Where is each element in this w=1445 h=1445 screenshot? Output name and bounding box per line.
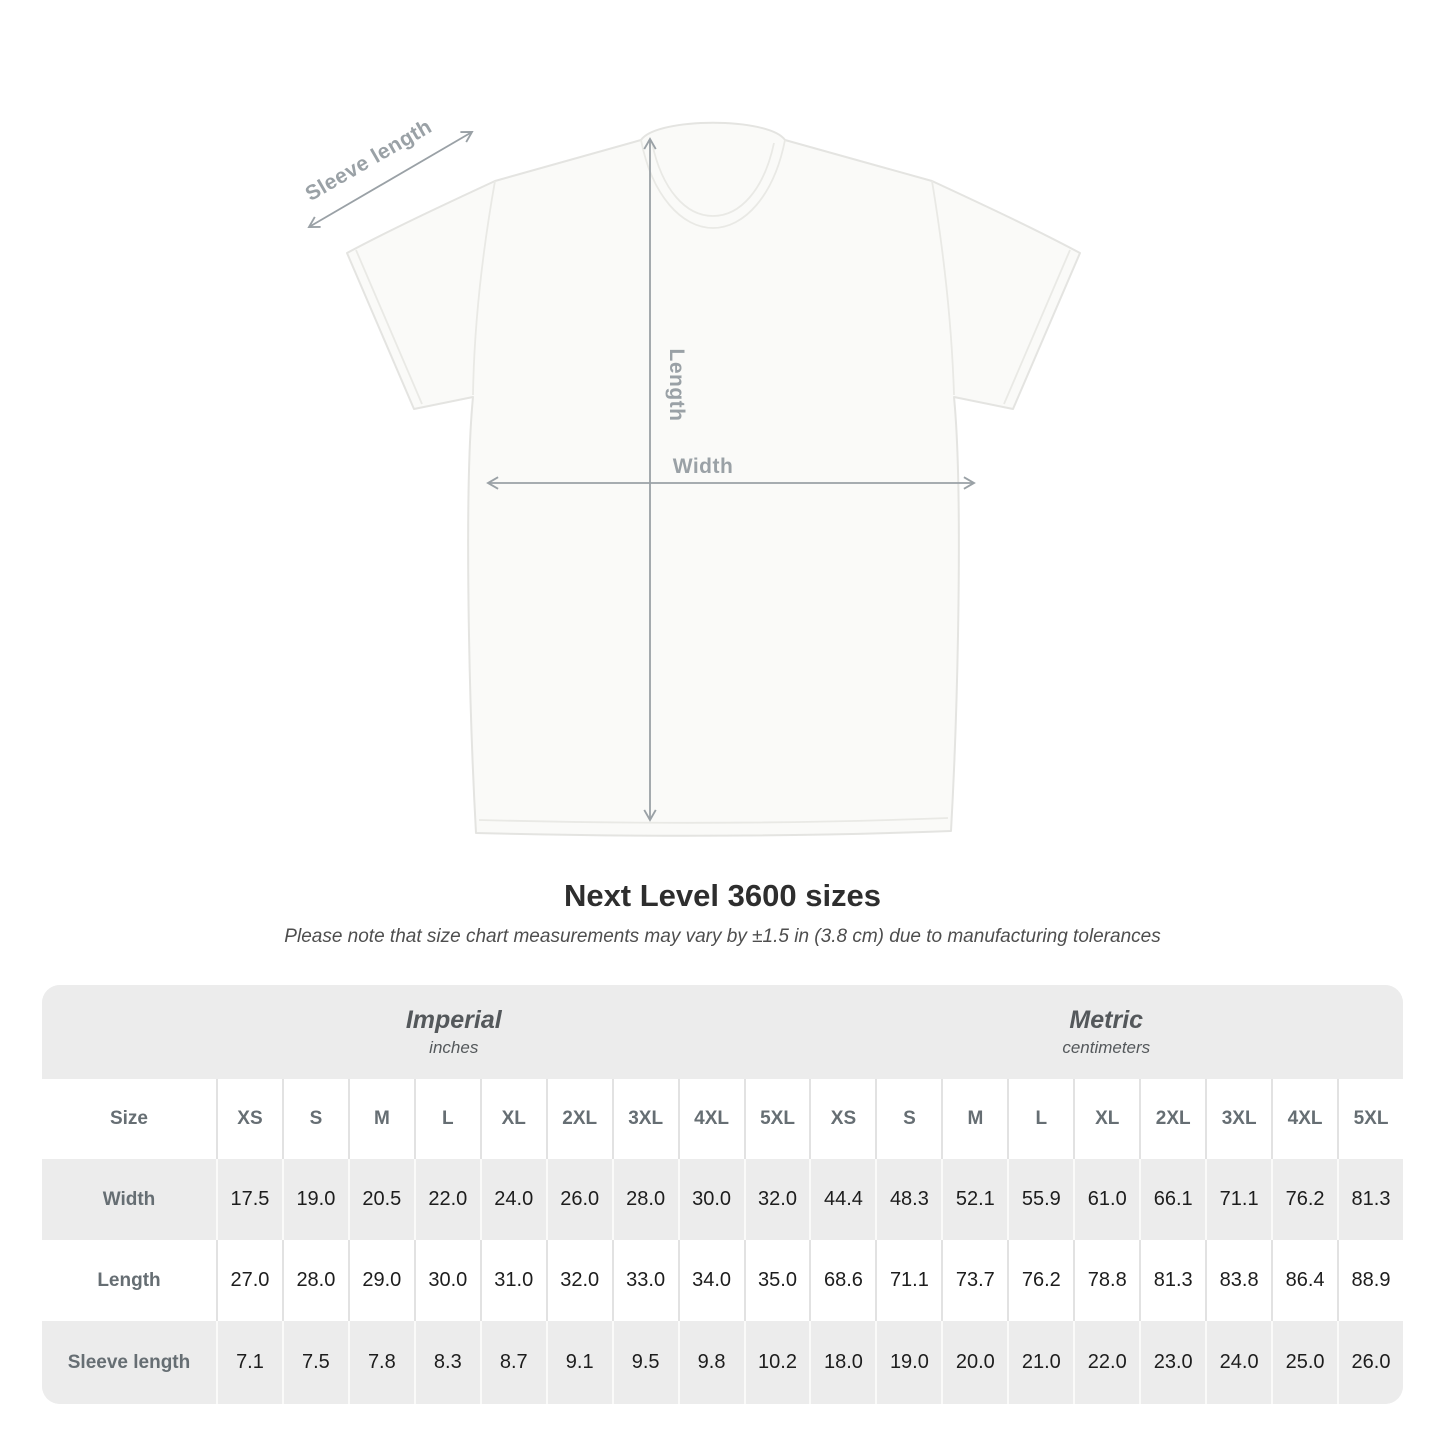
metric-value: 83.8 <box>1205 1240 1271 1321</box>
metric-header <box>810 985 1404 1079</box>
imperial-value: 9.5 <box>612 1321 678 1404</box>
metric-value: 86.4 <box>1271 1240 1337 1321</box>
imperial-value: 34.0 <box>678 1240 744 1321</box>
imperial-value: 27.0 <box>216 1240 282 1321</box>
imperial-value: 20.5 <box>348 1159 414 1240</box>
imperial-value: 8.7 <box>480 1321 546 1404</box>
metric-value: 23.0 <box>1139 1321 1205 1404</box>
imperial-value: 10.2 <box>744 1321 810 1404</box>
metric-value: 61.0 <box>1073 1159 1139 1240</box>
metric-value: 25.0 <box>1271 1321 1337 1404</box>
imperial-value: 9.1 <box>546 1321 612 1404</box>
metric-title: Metric <box>1069 1006 1144 1034</box>
page-title: Next Level 3600 sizes <box>563 878 882 913</box>
imperial-size-header-s: S <box>282 1079 348 1159</box>
imperial-size-header-m: M <box>348 1079 414 1159</box>
imperial-size-header-5xl: 5XL <box>744 1079 810 1159</box>
imperial-size-header-l: L <box>414 1079 480 1159</box>
imperial-size-header-xl: XL <box>480 1079 546 1159</box>
metric-size-header-xs: XS <box>809 1079 875 1159</box>
unit-system-header-row <box>42 985 1403 1079</box>
metric-value: 20.0 <box>941 1321 1007 1404</box>
size-column-header: Size <box>109 1108 149 1129</box>
imperial-value: 17.5 <box>216 1159 282 1240</box>
imperial-value: 33.0 <box>612 1240 678 1321</box>
metric-value: 81.3 <box>1337 1159 1403 1240</box>
imperial-title: Imperial <box>405 1006 502 1034</box>
size-header-row <box>42 1079 1403 1159</box>
metric-value: 78.8 <box>1073 1240 1139 1321</box>
imperial-value: 26.0 <box>546 1159 612 1240</box>
metric-value: 68.6 <box>809 1240 875 1321</box>
metric-value: 71.1 <box>1205 1159 1271 1240</box>
imperial-value: 35.0 <box>744 1240 810 1321</box>
metric-value: 76.2 <box>1007 1240 1073 1321</box>
imperial-size-header-2xl: 2XL <box>546 1079 612 1159</box>
imperial-size-header-xs: XS <box>216 1079 282 1159</box>
metric-value: 24.0 <box>1205 1321 1271 1404</box>
metric-size-header-4xl: 4XL <box>1271 1079 1337 1159</box>
sleeve-length-label: Sleeve length <box>301 114 436 206</box>
metric-value: 22.0 <box>1073 1321 1139 1404</box>
metric-size-header-l: L <box>1007 1079 1073 1159</box>
imperial-value: 28.0 <box>612 1159 678 1240</box>
metric-value: 21.0 <box>1007 1321 1073 1404</box>
metric-unit: centimeters <box>1062 1038 1151 1057</box>
imperial-value: 19.0 <box>282 1159 348 1240</box>
imperial-value: 7.5 <box>282 1321 348 1404</box>
metric-value: 26.0 <box>1337 1321 1403 1404</box>
metric-size-header-3xl: 3XL <box>1205 1079 1271 1159</box>
imperial-value: 7.1 <box>216 1321 282 1404</box>
row-label-sleeve-length: Sleeve length <box>67 1351 191 1373</box>
imperial-value: 7.8 <box>348 1321 414 1404</box>
metric-value: 44.4 <box>809 1159 875 1240</box>
metric-value: 55.9 <box>1007 1159 1073 1240</box>
imperial-value: 32.0 <box>744 1159 810 1240</box>
metric-value: 71.1 <box>875 1240 941 1321</box>
imperial-value: 24.0 <box>480 1159 546 1240</box>
metric-size-header-s: S <box>875 1079 941 1159</box>
measurement-row-width <box>42 1159 1403 1240</box>
metric-value: 48.3 <box>875 1159 941 1240</box>
tshirt-graphic <box>347 123 1080 836</box>
imperial-value: 32.0 <box>546 1240 612 1321</box>
metric-value: 73.7 <box>941 1240 1007 1321</box>
metric-value: 81.3 <box>1139 1240 1205 1321</box>
metric-size-header-m: M <box>941 1079 1007 1159</box>
tolerance-note: Please note that size chart measurements may vary by ±1.5 in (3.8 cm) due to manufacturing tolerances <box>284 926 1161 947</box>
row-label-length: Length <box>97 1269 161 1291</box>
imperial-size-header-3xl: 3XL <box>612 1079 678 1159</box>
metric-size-header-2xl: 2XL <box>1139 1079 1205 1159</box>
metric-value: 18.0 <box>809 1321 875 1404</box>
imperial-value: 8.3 <box>414 1321 480 1404</box>
measurement-row-length <box>42 1240 1403 1321</box>
metric-value: 19.0 <box>875 1321 941 1404</box>
imperial-unit: inches <box>429 1038 479 1057</box>
imperial-size-header-4xl: 4XL <box>678 1079 744 1159</box>
measurement-row-sleeve-length <box>42 1321 1403 1404</box>
metric-value: 66.1 <box>1139 1159 1205 1240</box>
metric-value: 76.2 <box>1271 1159 1337 1240</box>
imperial-value: 9.8 <box>678 1321 744 1404</box>
imperial-value: 29.0 <box>348 1240 414 1321</box>
size-table <box>42 985 1403 1404</box>
imperial-value: 31.0 <box>480 1240 546 1321</box>
metric-size-header-xl: XL <box>1073 1079 1139 1159</box>
metric-value: 88.9 <box>1337 1240 1403 1321</box>
imperial-header <box>70 985 838 1079</box>
imperial-value: 22.0 <box>414 1159 480 1240</box>
imperial-value: 30.0 <box>414 1240 480 1321</box>
imperial-value: 28.0 <box>282 1240 348 1321</box>
width-label: Width <box>672 455 734 478</box>
imperial-value: 30.0 <box>678 1159 744 1240</box>
row-label-width: Width <box>102 1188 156 1210</box>
size-table-rows <box>42 1079 1403 1404</box>
length-label: Length <box>665 348 688 422</box>
metric-value: 52.1 <box>941 1159 1007 1240</box>
metric-size-header-5xl: 5XL <box>1337 1079 1403 1159</box>
